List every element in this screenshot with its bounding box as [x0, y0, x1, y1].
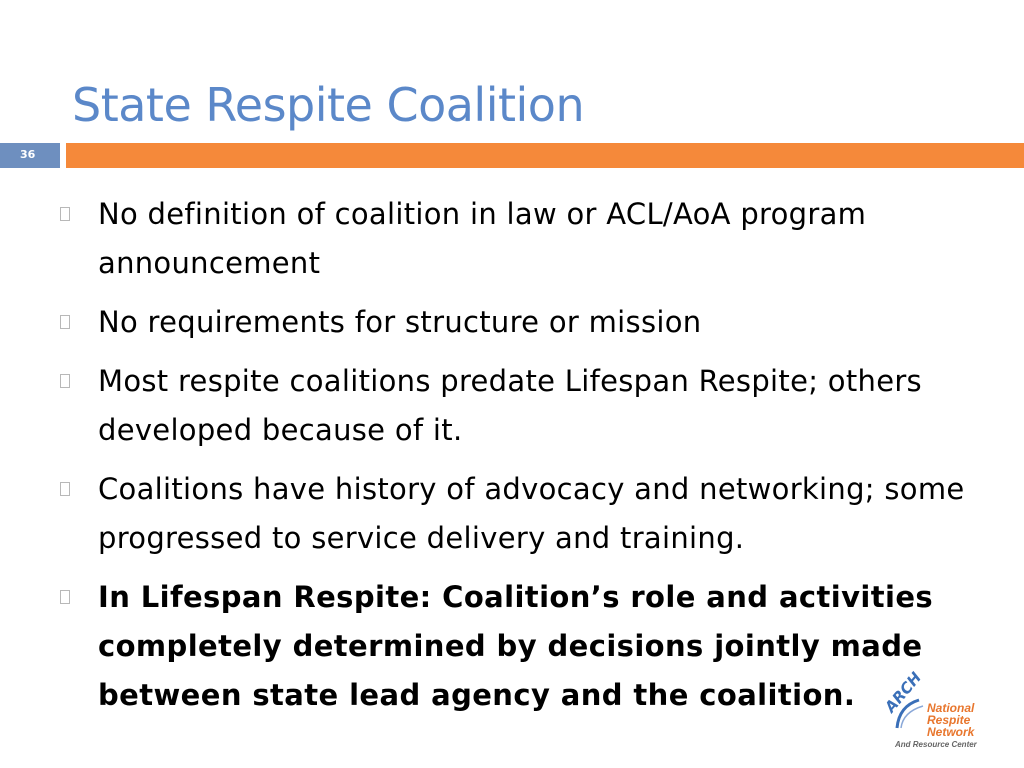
bullet-marker-icon: [60, 207, 70, 221]
slide-number: 36: [20, 148, 36, 161]
arch-logo: [881, 668, 993, 752]
logo-arch-text: ARCH: [881, 668, 926, 716]
bullet-text: In Lifespan Respite: Coalition’s role and activities completely determined by decisions jointly made between state lead agency and the coalition.: [98, 580, 934, 712]
bullet-text: Coalitions have history of advocacy and networking; some progressed to service delivery and training.: [98, 472, 965, 555]
bullet-marker-icon: [60, 590, 70, 604]
logo-line-national: National: [927, 701, 975, 715]
bullet-text: No definition of coalition in law or ACL/AoA program announcement: [98, 197, 867, 280]
accent-bar: [66, 143, 1024, 168]
logo-line-respite: Respite: [927, 713, 971, 727]
bullet-marker-icon: [60, 482, 70, 496]
logo-line-network: Network: [927, 725, 975, 739]
bullet-item: [60, 465, 980, 563]
bullet-text: Most respite coalitions predate Lifespan Respite; others developed because of it.: [98, 364, 922, 447]
bullet-item-emphasis: [60, 573, 980, 720]
bullet-list: [60, 190, 980, 730]
bullet-marker-icon: [60, 315, 70, 329]
bullet-text: No requirements for structure or mission: [98, 305, 702, 339]
slide-title: State Respite Coalition: [72, 78, 585, 132]
bullet-item: [60, 190, 980, 288]
bullet-item: [60, 357, 980, 455]
logo-subtitle: And Resource Center: [895, 740, 977, 749]
bullet-item: [60, 298, 980, 347]
bullet-marker-icon: [60, 374, 70, 388]
